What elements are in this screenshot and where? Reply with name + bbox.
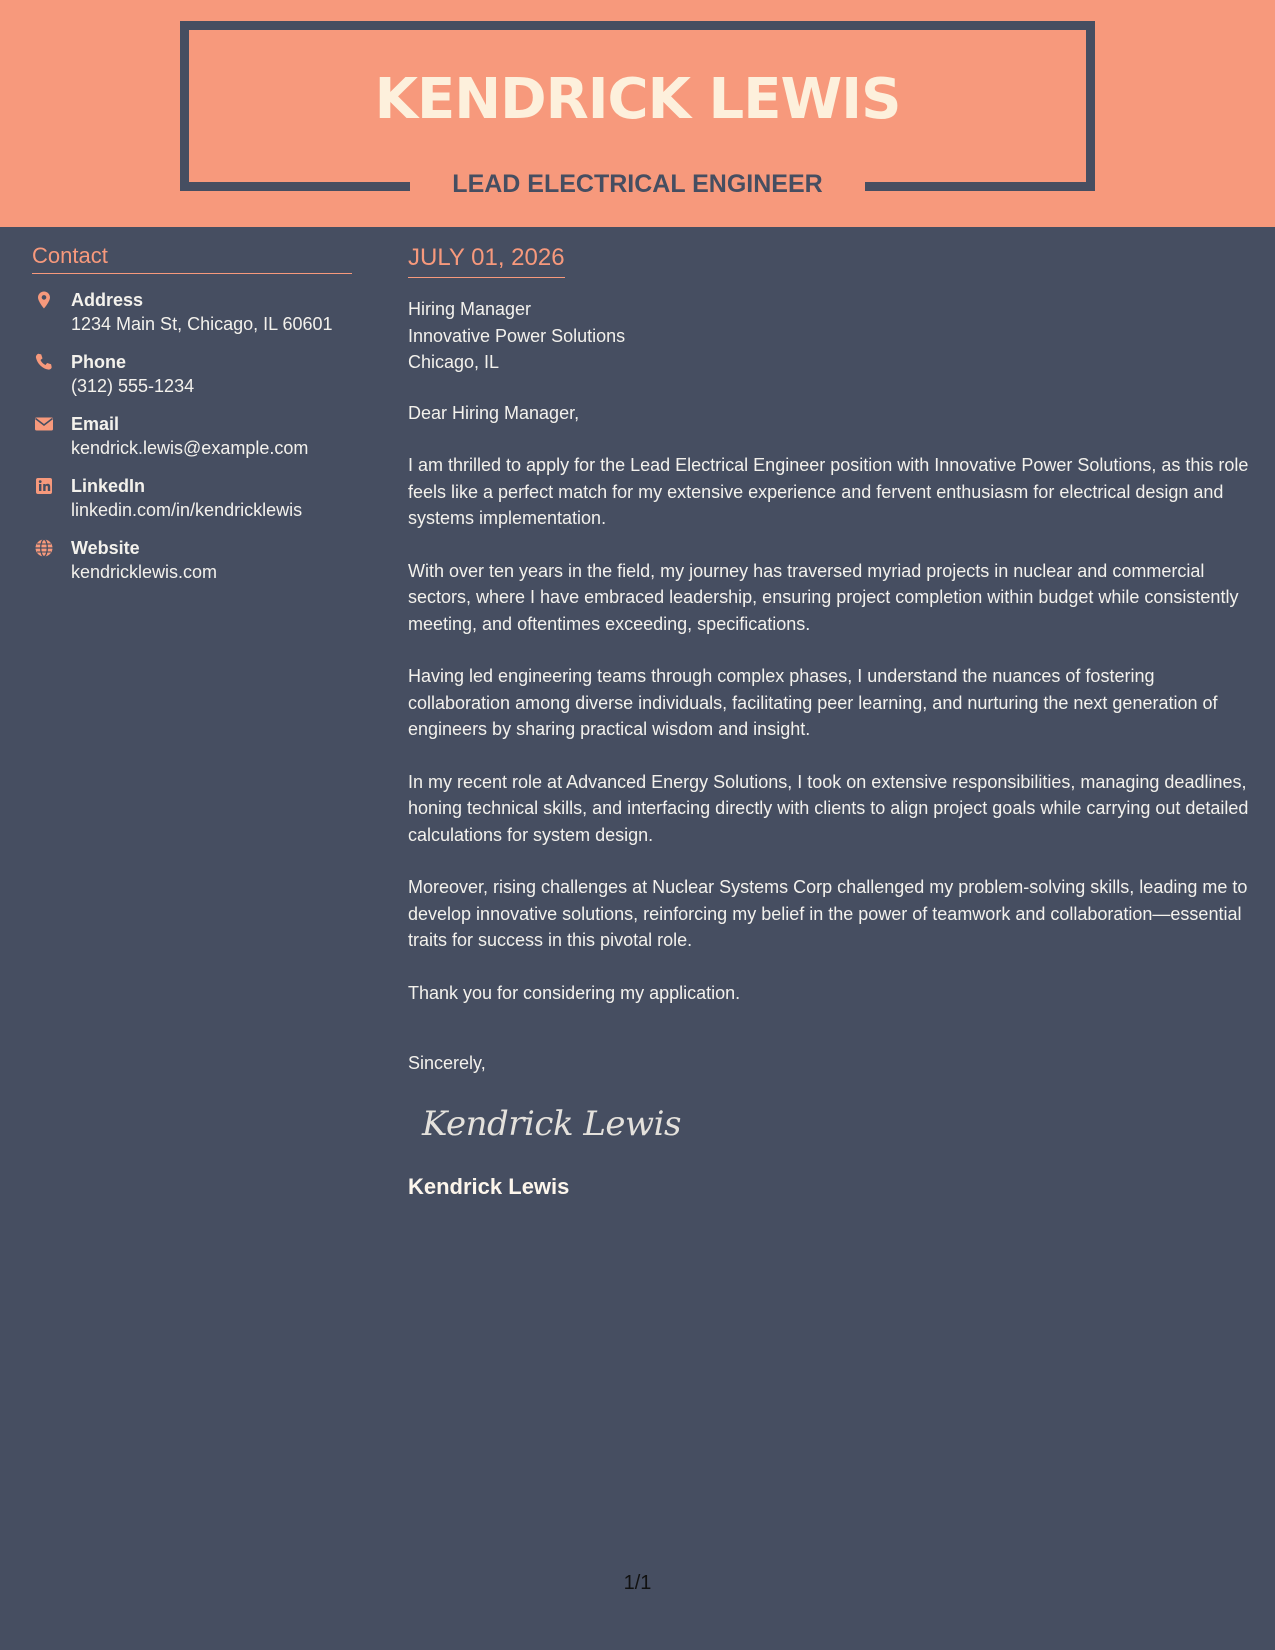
paragraph: Having led engineering teams through complex phases, I understand the nuances of fostering collaboration among diverse individuals, facilitating peer learning, and nurturing the next generation of engineers by sharing practical wisdom and insight. [408,666,1218,739]
page-number: 1/1 [623,1572,652,1594]
closing: Sincerely, [408,1053,486,1073]
salutation: Dear Hiring Manager, [408,402,580,423]
contact-item-website [32,536,352,584]
contact-heading: Contact [32,243,352,274]
paragraph: Thank you for considering my application. [408,982,741,1003]
letter-date: JULY 01, 2026 [408,243,565,278]
signature: Kendrick Lewis [422,1103,681,1144]
paragraph: I am thrilled to apply for the Lead Electrical Engineer position with Innovative Power Solutions, as this role feels like a perfect match for my extensive experience and fervent enthusiasm for electrical design and systems implementation. [408,455,1249,528]
contact-value: kendricklewis.com [71,562,218,582]
contact-item-linkedin [32,474,352,522]
contact-sidebar [32,243,352,598]
map-pin-icon [34,290,54,310]
job-title: LEAD ELECTRICAL ENGINEER [452,170,823,198]
linkedin-icon [34,476,54,496]
contact-value: (312) 555-1234 [71,376,195,396]
contact-label: Email [71,414,120,434]
header-frame-bottom-right [865,182,1095,191]
contact-item-phone [32,350,352,398]
contact-label: Address [71,290,144,310]
contact-label: Phone [71,352,127,372]
letter-body [408,243,1253,1201]
contact-value: kendrick.lewis@example.com [71,438,309,458]
recipient-block [408,296,1253,376]
recipient-title: Hiring Manager [408,299,532,319]
contact-item-address [32,288,352,336]
email-icon [34,414,54,434]
signed-name: Kendrick Lewis [408,1173,570,1199]
phone-icon [34,352,54,372]
paragraph: In my recent role at Advanced Energy Solutions, I took on extensive responsibilities, managing deadlines, honing technical skills, and interfacing directly with clients to align project goals while carrying out detailed calculations for system design. [408,771,1249,845]
header-frame-bottom-left [180,182,410,191]
globe-icon [34,538,54,558]
recipient-location: Chicago, IL [408,352,500,372]
contact-value: 1234 Main St, Chicago, IL 60601 [71,314,333,334]
header-banner [0,0,1275,227]
contact-value: linkedin.com/in/kendricklewis [71,500,303,520]
contact-item-email [32,412,352,460]
recipient-company: Innovative Power Solutions [408,325,626,346]
paragraph: Moreover, rising challenges at Nuclear Systems Corp challenged my problem-solving skills, leading me to develop innovative solutions, reinforcing my belief in the power of teamwork and collaboration—essential traits for success in this pivotal role. [408,877,1248,950]
applicant-name: KENDRICK LEWIS [374,67,901,132]
contact-label: LinkedIn [71,476,146,496]
paragraph: With over ten years in the field, my journey has traversed myriad projects in nuclear and commercial sectors, where I have embraced leadership, ensuring project completion within budget while consistently meeting, and oftentimes exceeding, specifications. [408,560,1239,634]
contact-label: Website [71,538,140,558]
